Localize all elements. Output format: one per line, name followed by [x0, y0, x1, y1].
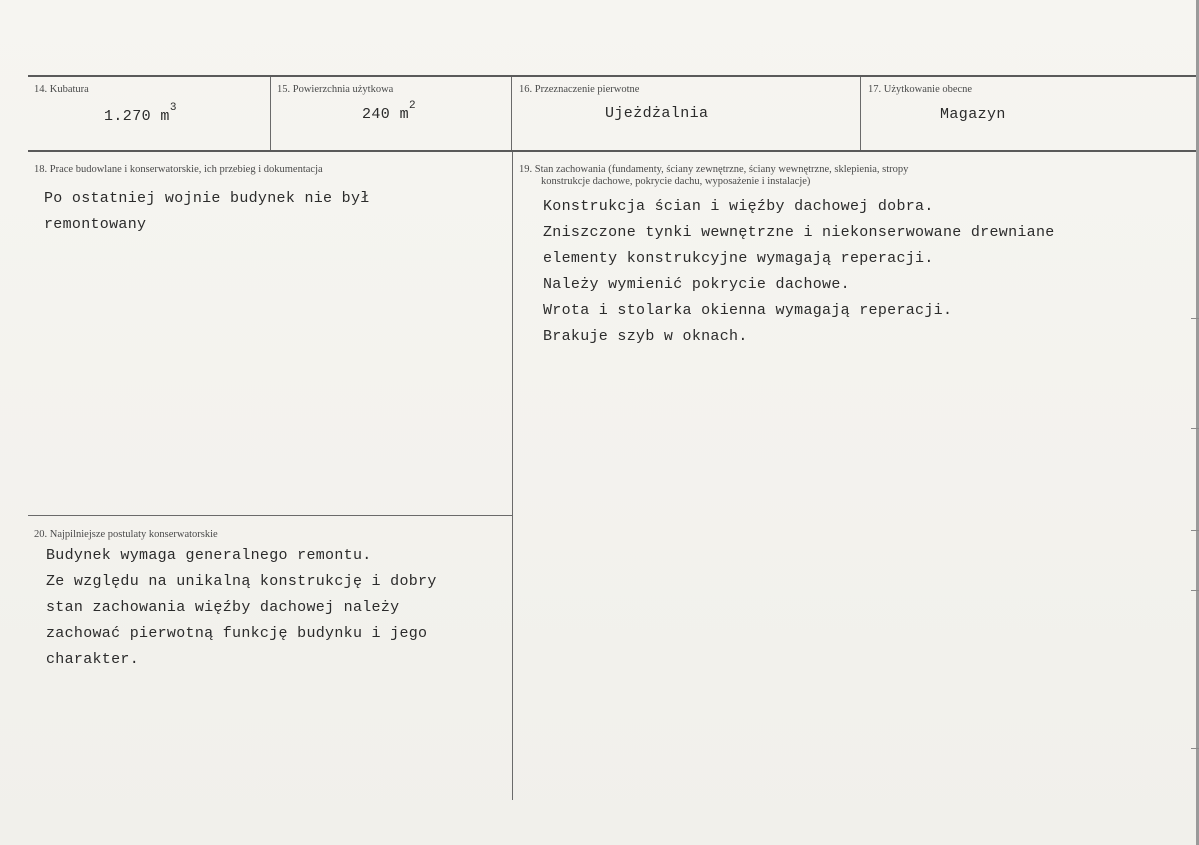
field18-line: Po ostatniej wojnie budynek nie był — [44, 190, 370, 207]
field14-label: 14. Kubatura — [34, 84, 89, 95]
field19-label-line1: 19. Stan zachowania (fundamenty, ściany zewnętrzne, ściany wewnętrzne, sklepienia, stropy — [519, 164, 909, 175]
field19-text — [543, 194, 1055, 350]
field14-unit-power: 3 — [169, 102, 177, 114]
field19-line: Konstrukcja ścian i więźby dachowej dobra. — [543, 198, 934, 215]
field15-number: 240 m — [362, 106, 410, 123]
top-rule — [28, 75, 1196, 77]
field19-line: elementy konstrukcyjne wymagają reperacji. — [543, 250, 934, 267]
field17-value: Magazyn — [940, 106, 1006, 123]
edge-tick — [1191, 530, 1199, 531]
field15-value — [362, 100, 417, 123]
field14-value — [104, 102, 177, 125]
field17-label: 17. Użytkowanie obecne — [868, 84, 973, 95]
field18-label: 18. Prace budowlane i konserwatorskie, ich przebieg i dokumentacja — [34, 164, 323, 175]
field19-line: Brakuje szyb w oknach. — [543, 328, 748, 345]
field19-line: Wrota i stolarka okienna wymagają reperacji. — [543, 302, 953, 319]
field20-line: Ze względu na unikalną konstrukcję i dobry — [46, 573, 437, 590]
field20-line: charakter. — [46, 651, 140, 668]
edge-tick — [1191, 428, 1199, 429]
field19-label-line2: konstrukcje dachowe, pokrycie dachu, wyposażenie i instalacje) — [541, 176, 811, 187]
field20-line: stan zachowania więźby dachowej należy — [46, 599, 400, 616]
row1-divider-1 — [270, 77, 271, 150]
field20-top-rule — [28, 515, 512, 516]
field18-line: remontowany — [44, 216, 147, 233]
field19-line: Zniszczone tynki wewnętrzne i niekonserwowane drewniane — [543, 224, 1055, 241]
row1-divider-3 — [860, 77, 861, 150]
edge-tick — [1191, 318, 1199, 319]
field20-line: Budynek wymaga generalnego remontu. — [46, 547, 372, 564]
edge-tick — [1191, 748, 1199, 749]
field20-line: zachować pierwotną funkcję budynku i jego — [46, 625, 428, 642]
field16-value: Ujeżdżalnia — [605, 105, 709, 122]
field20-label: 20. Najpilniejsze postulaty konserwatorskie — [34, 529, 218, 540]
field18-text — [44, 186, 370, 238]
edge-tick — [1191, 590, 1199, 591]
row1-divider-2 — [511, 77, 512, 150]
field15-label: 15. Powierzchnia użytkowa — [277, 84, 394, 95]
field14-number: 1.270 m — [104, 108, 170, 125]
field20-text — [46, 543, 437, 673]
main-column-divider — [512, 152, 513, 800]
field16-label: 16. Przeznaczenie pierwotne — [519, 84, 640, 95]
field19-line: Należy wymienić pokrycie dachowe. — [543, 276, 850, 293]
row1-bottom-rule — [28, 150, 1196, 152]
field15-unit-power: 2 — [409, 100, 417, 112]
